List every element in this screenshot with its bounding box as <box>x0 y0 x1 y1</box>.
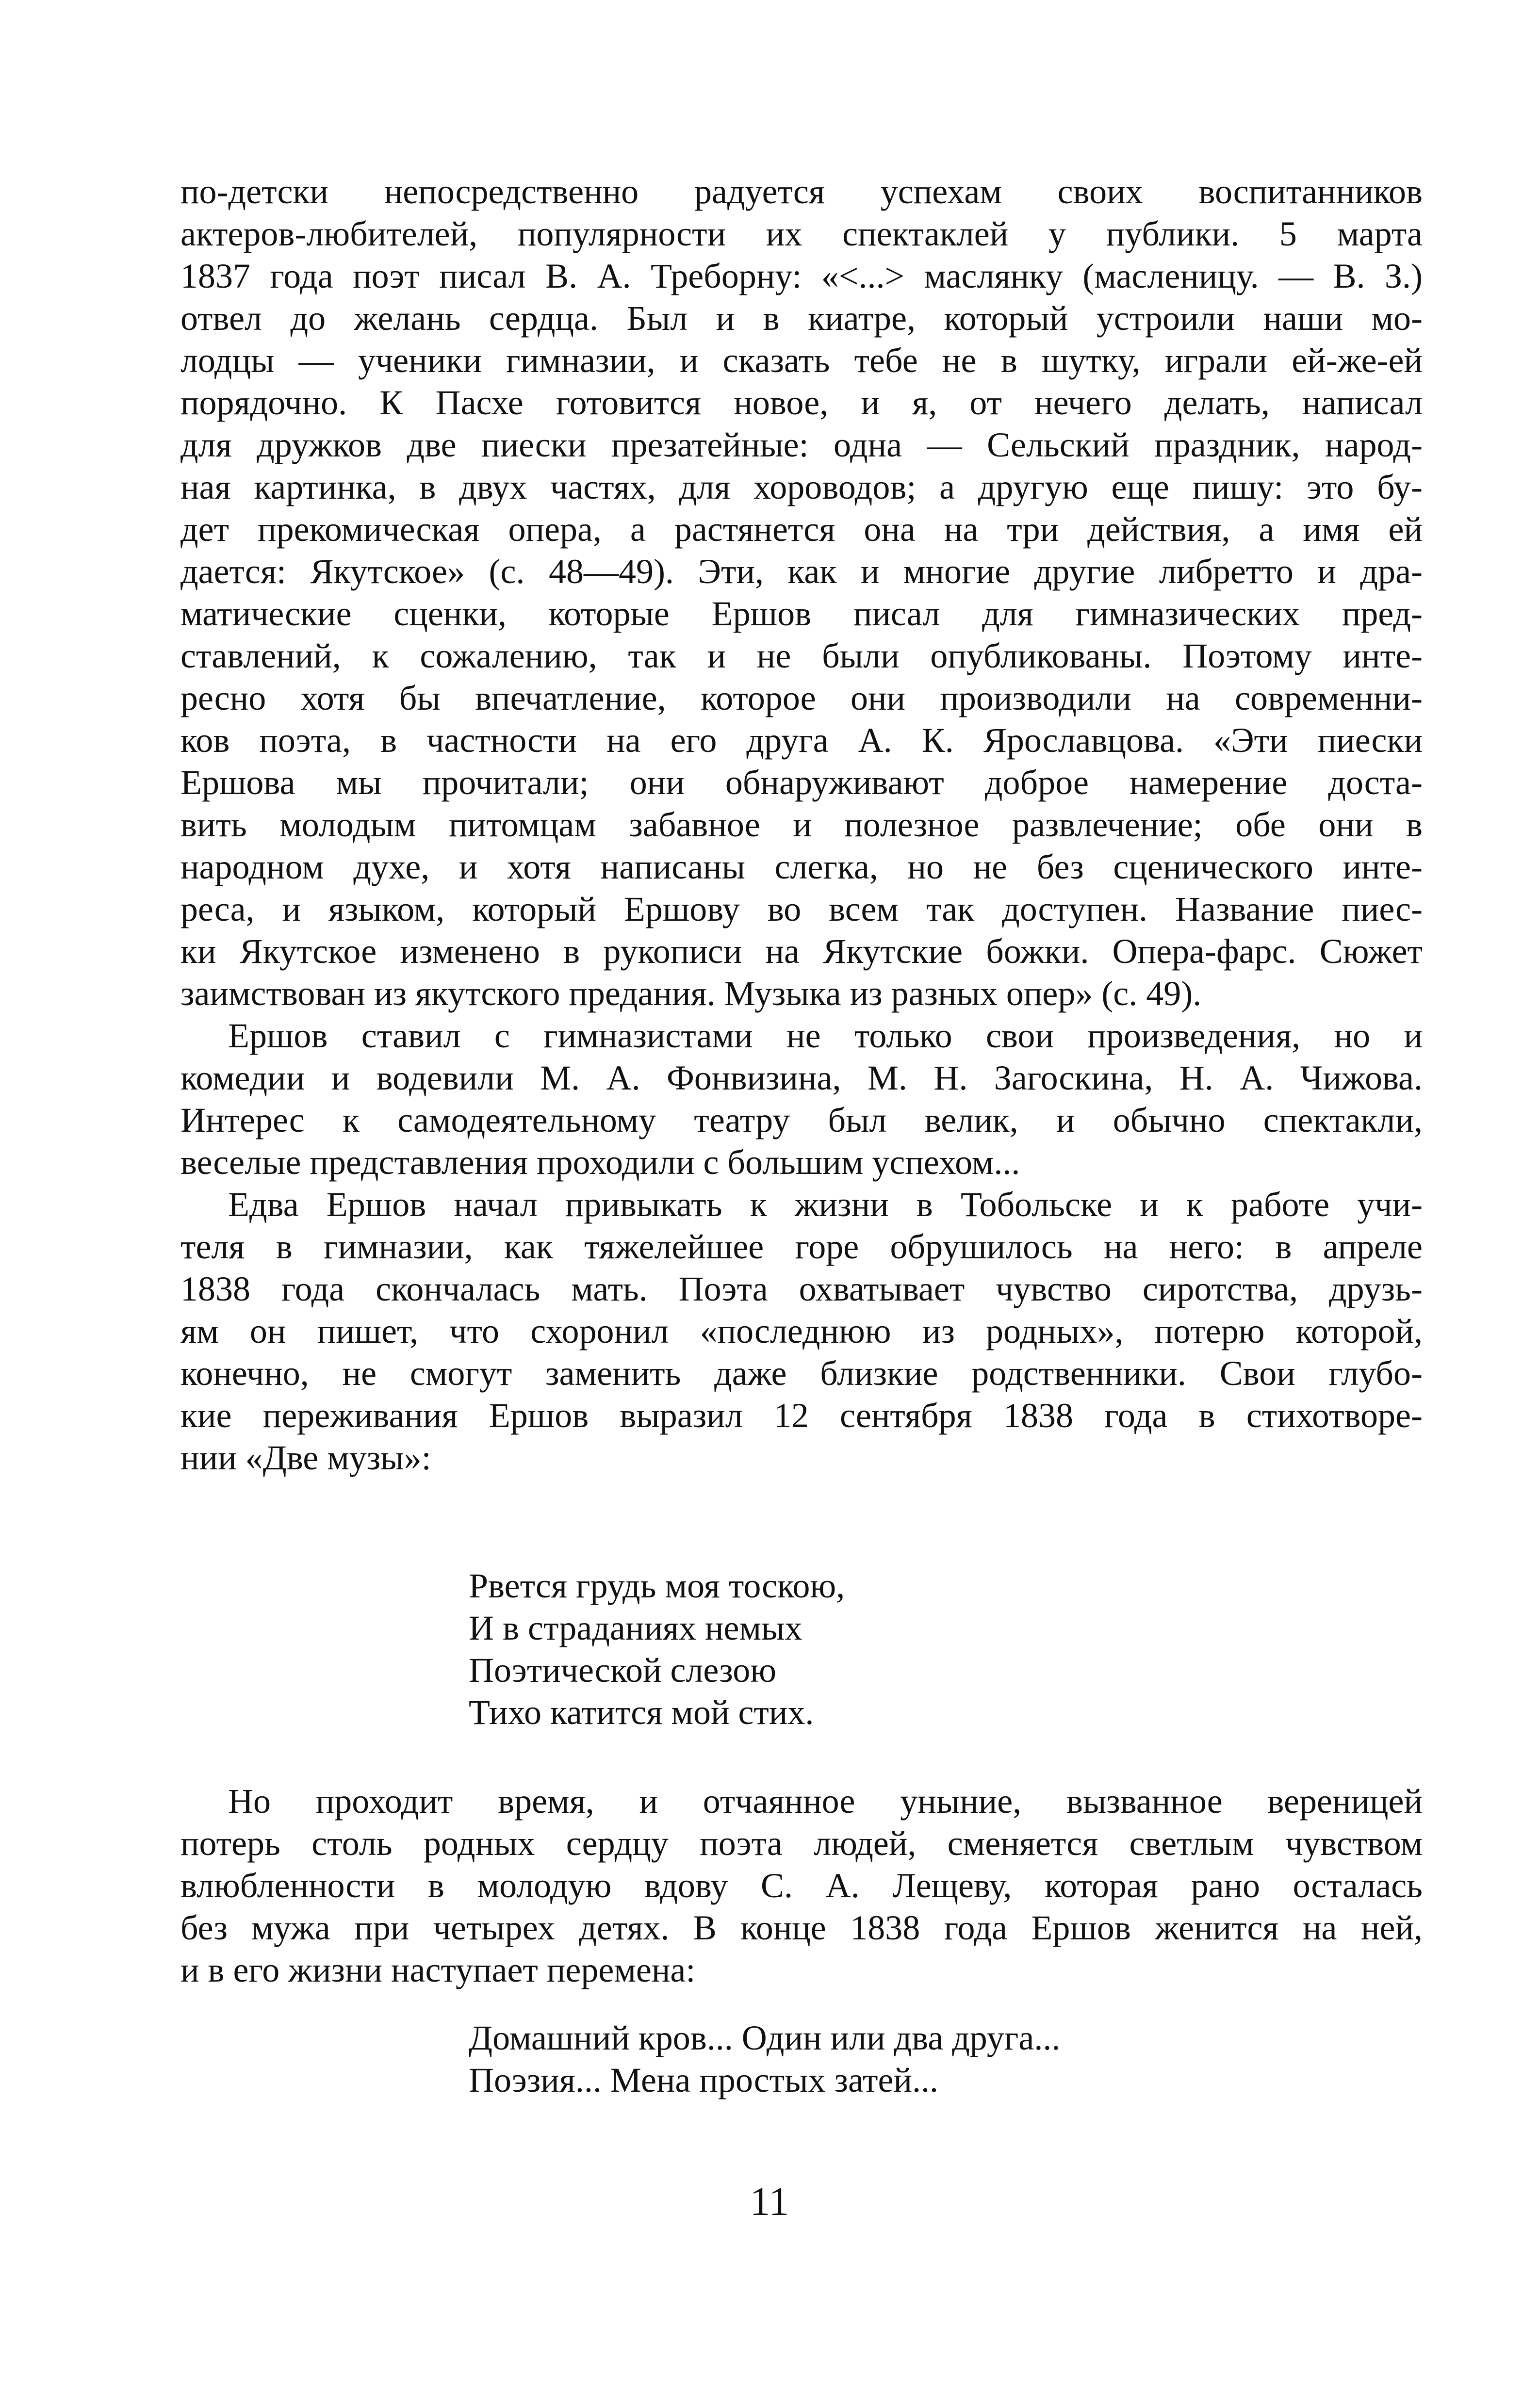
text-line: веселые представления проходили с большим успехом... <box>180 1143 1020 1182</box>
text-line: конечно, не смогут заменить даже близкие родственники. Свои глубо- <box>180 1354 1423 1393</box>
text-line: ки Якутское изменено в рукописи на Якутские божки. Опера-фарс. Сюжет <box>180 932 1423 971</box>
text-line: ресно хотя бы впечатление, которое они производили на современни- <box>180 679 1423 717</box>
poem-line: И в страданиях немых <box>469 1609 802 1647</box>
poem-line: Домашний кров... Один или два друга... <box>469 2018 1061 2057</box>
text-line: Ершова мы прочитали; они обнаруживают доброе намерение доста- <box>180 763 1423 802</box>
text-line: реса, и языком, который Ершову во всем так доступен. Название пиес- <box>180 890 1423 928</box>
text-line: для дружков две пиески презатейные: одна — Сельский праздник, народ- <box>180 425 1423 464</box>
text-line: Ершов ставил с гимназистами не только свои произведения, но и <box>228 1016 1423 1055</box>
text-line: дет прекомическая опера, а растянется она на три действия, а имя ей <box>180 510 1423 549</box>
text-line: заимствован из якутского предания. Музыка из разных опер» (с. 49). <box>180 974 1202 1013</box>
text-line: ков поэта, в частности на его друга А. К. Ярославцова. «Эти пиески <box>180 721 1423 760</box>
page-number: 11 <box>750 2179 789 2224</box>
text-line: потерь столь родных сердцу поэта людей, сменяется светлым чувством <box>180 1824 1423 1863</box>
text-line: лодцы — ученики гимназии, и сказать тебе не в шутку, играли ей-же-ей <box>180 341 1423 380</box>
poem-line: Тихо катится мой стих. <box>469 1693 814 1732</box>
text-line: без мужа при четырех детях. В конце 1838 года Ершов женится на ней, <box>180 1908 1423 1947</box>
text-line: дается: Якутское» (с. 48—49). Эти, как и многие другие либретто и дра- <box>180 552 1423 591</box>
text-line: порядочно. К Пасхе готовится новое, и я, от нечего делать, написал <box>180 383 1423 422</box>
text-line: кие переживания Ершов выразил 12 сентября 1838 года в стихотворе- <box>180 1396 1423 1435</box>
main-text <box>180 171 1423 1479</box>
text-line: влюбленности в молодую вдову С. А. Лещеву, которая рано осталась <box>180 1866 1423 1905</box>
text-line: ям он пишет, что схоронил «последнюю из родных», потерю которой, <box>180 1312 1423 1350</box>
text-line: ставлений, к сожалению, так и не были опубликованы. Поэтому инте- <box>180 636 1423 675</box>
text-line: Но проходит время, и отчаянное уныние, вызванное вереницей <box>228 1782 1423 1821</box>
text-line: Интерес к самодеятельному театру был велик, и обычно спектакли, <box>180 1101 1423 1139</box>
text-line: народном духе, и хотя написаны слегка, но не без сценического инте- <box>180 847 1423 886</box>
text-line: матические сценки, которые Ершов писал для гимназических пред- <box>180 594 1423 633</box>
poem-line: Поэзия... Мена простых затей... <box>469 2061 938 2099</box>
paragraph-2 <box>180 1015 1423 1184</box>
text-line: нии «Две музы»: <box>180 1438 431 1477</box>
poem-stanza-1 <box>469 1565 845 1734</box>
text-line: 1838 года скончалась мать. Поэта охватывает чувство сиротства, друзь- <box>180 1269 1423 1308</box>
text-line: Едва Ершов начал привыкать к жизни в Тобольске и к работе учи- <box>228 1185 1423 1224</box>
text-line: теля в гимназии, как тяжелейшее горе обрушилось на него: в апреле <box>180 1227 1423 1266</box>
poem-line: Поэтической слезою <box>469 1651 777 1690</box>
text-line: комедии и водевили М. А. Фонвизина, М. Н. Загоскина, Н. А. Чижова. <box>180 1058 1423 1097</box>
text-line: отвел до желань сердца. Был и в киатре, который устроили наши мо- <box>180 299 1423 338</box>
poem-line: Рвется грудь моя тоскою, <box>469 1566 845 1605</box>
text-line: по-детски непосредственно радуется успехам своих воспитанников <box>180 172 1423 211</box>
paragraph-4 <box>180 1780 1423 1991</box>
text-line: 1837 года поэт писал В. А. Треборну: «<...> маслянку (масленицу. — В. З.) <box>180 257 1423 295</box>
paragraph-3 <box>180 1184 1423 1479</box>
text-line: вить молодым питомцам забавное и полезное развлечение; обе они в <box>180 805 1423 844</box>
text-line: ная картинка, в двух частях, для хороводов; а другую еще пишу: это бу- <box>180 468 1423 506</box>
paragraph-1 <box>180 171 1423 1015</box>
text-line: актеров-любителей, популярности их спектаклей у публики. 5 марта <box>180 214 1423 253</box>
text-line: и в его жизни наступает перемена: <box>180 1951 696 1989</box>
poem-stanza-2 <box>469 2017 1060 2101</box>
